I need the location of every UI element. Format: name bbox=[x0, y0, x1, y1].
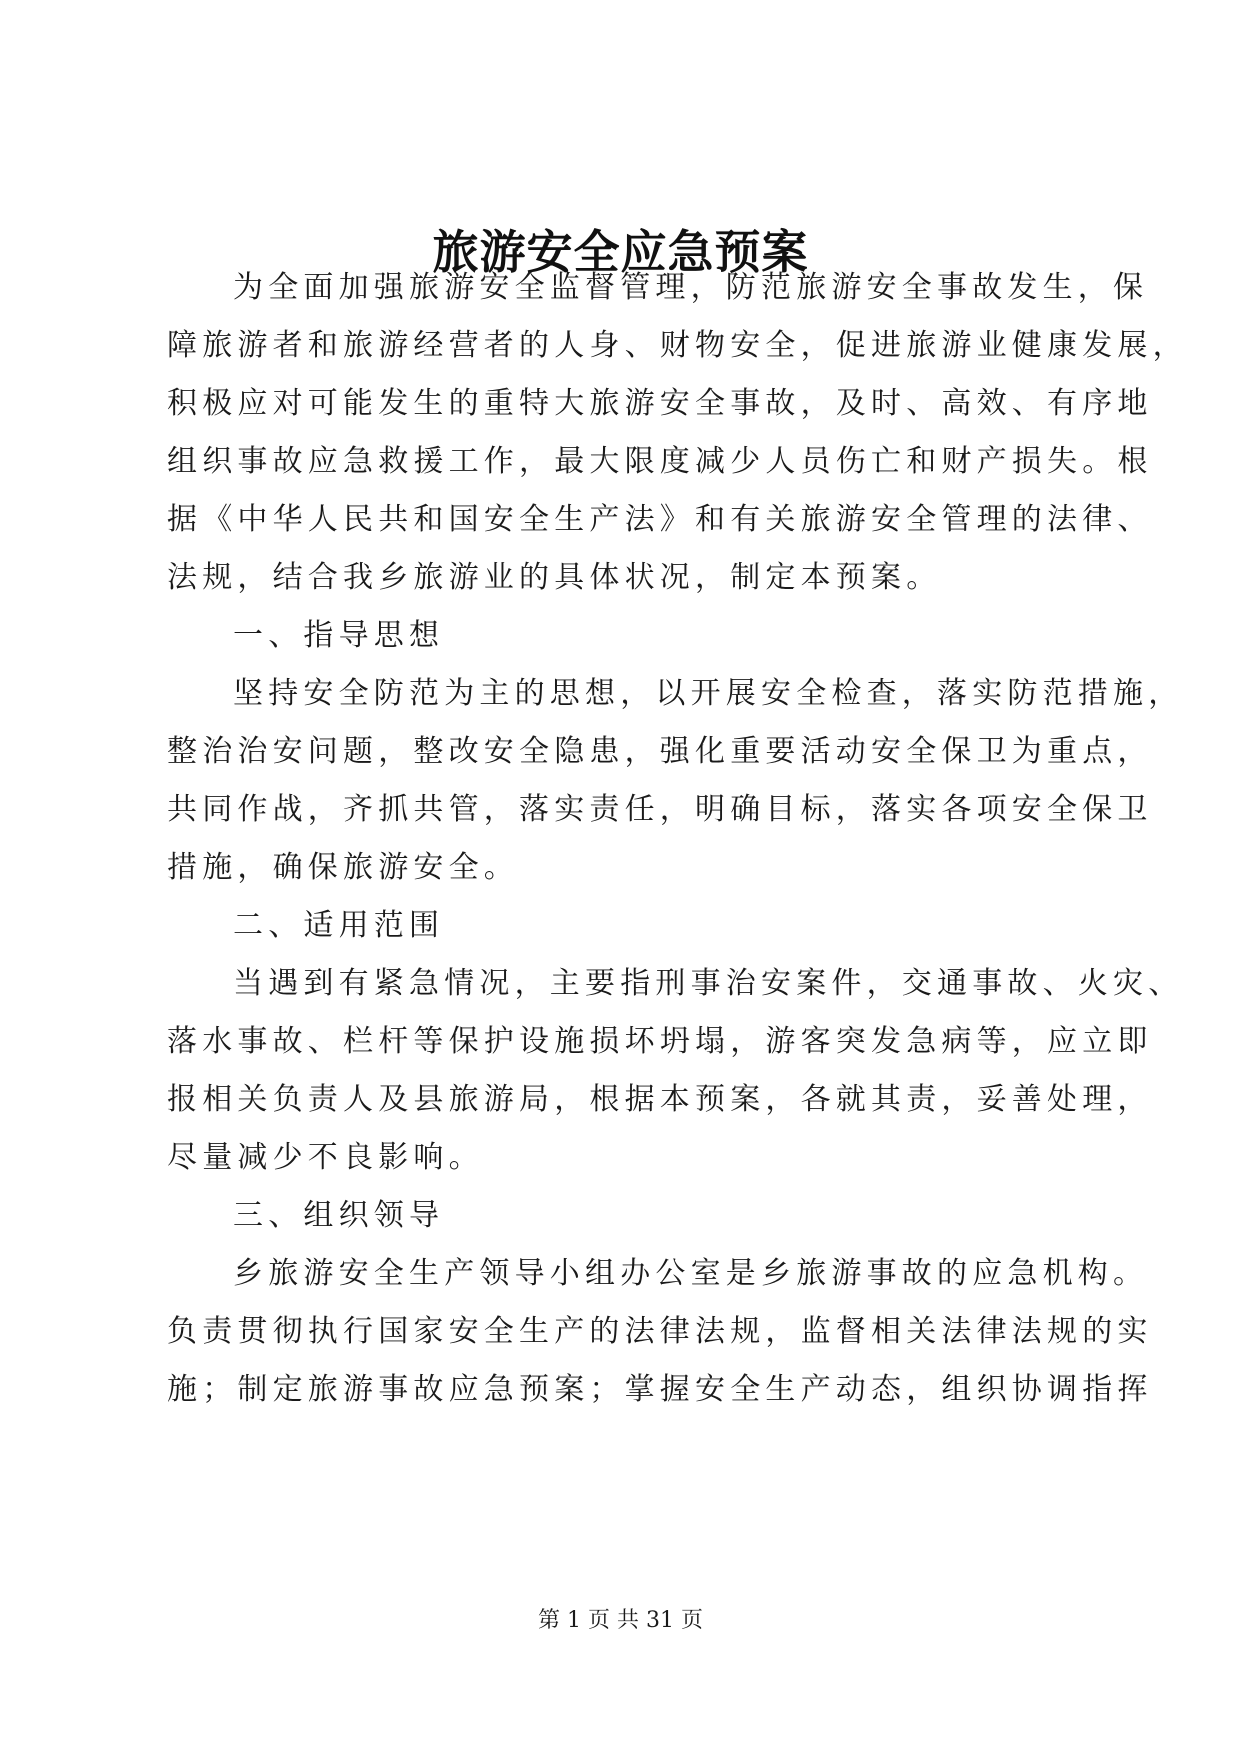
section-heading: 二、适用范围 bbox=[233, 908, 445, 943]
body-text-line: 积极应对可能发生的重特大旅游安全事故，及时、高效、有序地 bbox=[167, 386, 1153, 421]
body-text-line: 当遇到有紧急情况，主要指刑事治安案件，交通事故、火灾、 bbox=[233, 966, 1184, 1001]
body-text-line: 障旅游者和旅游经营者的人身、财物安全，促进旅游业健康发展， bbox=[167, 328, 1188, 363]
body-text-line: 组织事故应急救援工作，最大限度减少人员伤亡和财产损失。根 bbox=[167, 444, 1153, 479]
body-text-line: 负责贯彻执行国家安全生产的法律法规，监督相关法律法规的实 bbox=[167, 1314, 1153, 1349]
body-text-line: 乡旅游安全生产领导小组办公室是乡旅游事故的应急机构。 bbox=[233, 1256, 1149, 1291]
body-text-line: 法规，结合我乡旅游业的具体状况，制定本预案。 bbox=[167, 560, 942, 595]
body-text-line: 施；制定旅游事故应急预案；掌握安全生产动态，组织协调指挥 bbox=[167, 1372, 1153, 1407]
body-text-line: 为全面加强旅游安全监督管理，防范旅游安全事故发生，保 bbox=[233, 270, 1149, 305]
body-text-line: 尽量减少不良影响。 bbox=[167, 1140, 484, 1175]
body-text-line: 措施，确保旅游安全。 bbox=[167, 850, 519, 885]
section-heading: 一、指导思想 bbox=[233, 618, 445, 653]
body-text-line: 报相关负责人及县旅游局，根据本预案，各就其责，妥善处理， bbox=[167, 1082, 1153, 1117]
body-text-line: 坚持安全防范为主的思想，以开展安全检查，落实防范措施， bbox=[233, 676, 1184, 711]
body-text-line: 落水事故、栏杆等保护设施损坏坍塌，游客突发急病等，应立即 bbox=[167, 1024, 1153, 1059]
body-text-line: 整治治安问题，整改安全隐患，强化重要活动安全保卫为重点， bbox=[167, 734, 1153, 769]
page-number-footer: 第 1 页 共 31 页 bbox=[538, 1608, 703, 1633]
body-text-line: 据《中华人民共和国安全生产法》和有关旅游安全管理的法律、 bbox=[167, 502, 1153, 537]
section-heading: 三、组织领导 bbox=[233, 1198, 445, 1233]
document-title: 旅游安全应急预案 bbox=[432, 225, 809, 279]
body-text-line: 共同作战，齐抓共管，落实责任，明确目标，落实各项安全保卫 bbox=[167, 792, 1153, 827]
